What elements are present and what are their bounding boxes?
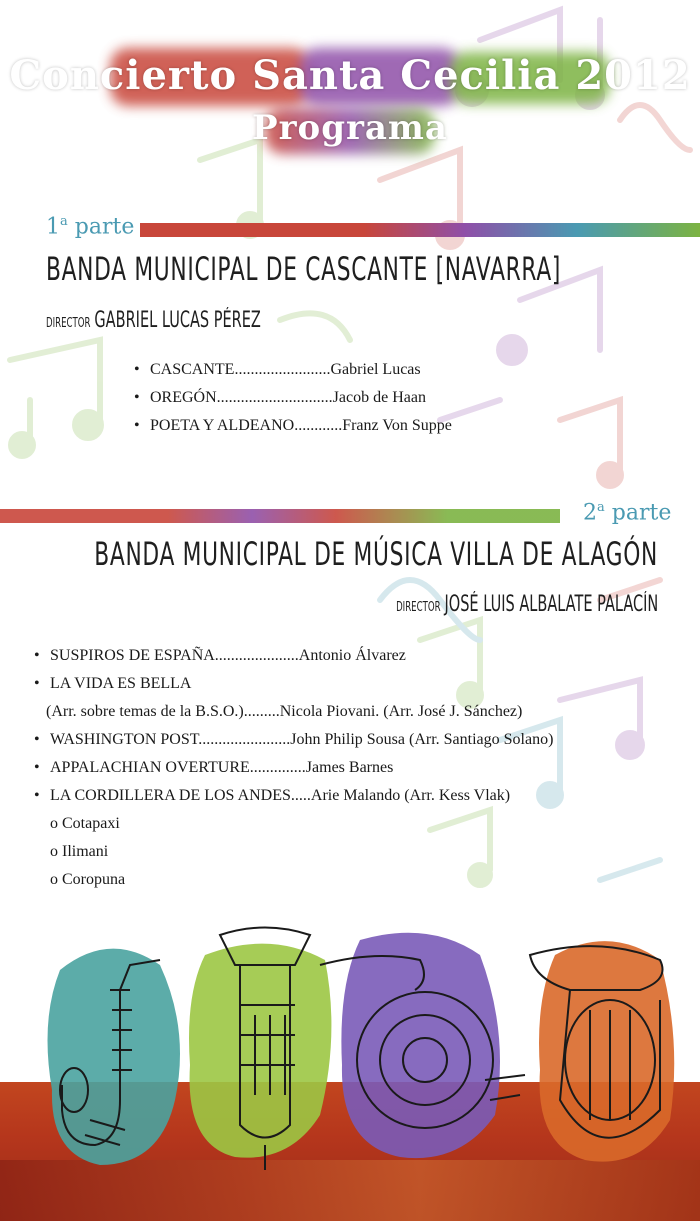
parte-1-word: parte [74,214,135,240]
director-2-name: JOSÉ LUIS ALBALATE PALACÍN [444,592,658,617]
list-item: • CASCANTE........................Gabriel Lucas [134,361,421,378]
list-item: • WASHINGTON POST.......................John Philip Sousa (Arr. Santiago Solano) [34,731,554,748]
list-item: • LA VIDA ES BELLA [34,675,192,692]
director-1 [46,308,261,333]
parte-2-label [583,500,671,525]
list-item: o Coropuna [50,871,126,888]
band-name-2: BANDA MUNICIPAL DE MÚSICA VILLA DE ALAGÓN [94,535,658,573]
tuba-icon [200,925,330,1175]
saxophone-icon [50,950,170,1170]
director-1-label: DIRECTOR [46,316,91,331]
band-name-1: BANDA MUNICIPAL DE CASCANTE [NAVARRA] [46,250,562,288]
parte-1-label [46,214,134,239]
section-stripe-2 [0,509,560,523]
director-1-name: GABRIEL LUCAS PÉREZ [94,308,261,333]
page-title: Concierto Santa Cecilia 2012 [9,52,691,99]
sousaphone-icon [520,940,690,1170]
list-item: • SUSPIROS DE ESPAÑA.....................Antonio Álvarez [34,647,406,664]
program-list-2 [34,642,553,894]
page-subtitle: Programa [252,108,448,148]
list-item: • OREGÓN.............................Jacob de Haan [134,389,426,406]
parte-1-superscript: a [60,214,68,229]
list-item: (Arr. sobre temas de la B.S.O.).........Nicola Piovani. (Arr. José J. Sánchez) [46,703,523,720]
list-item: • LA CORDILLERA DE LOS ANDES.....Arie Malando (Arr. Kess Vlak) [34,787,511,804]
parte-2-superscript: a [597,500,605,515]
program-list-1 [134,356,452,440]
french-horn-icon [315,950,530,1140]
parte-2-number: 2 [583,500,597,526]
list-item: • APPALACHIAN OVERTURE..............James Barnes [34,759,394,776]
section-stripe-1 [140,223,700,237]
parte-1-number: 1 [46,214,60,240]
list-item: • POETA Y ALDEANO............Franz Von Suppe [134,417,452,434]
director-2-label: DIRECTOR [395,600,441,615]
list-item: o Ilimani [50,843,109,860]
parte-2-word: parte [611,500,672,526]
list-item: o Cotapaxi [50,815,120,832]
director-2 [396,592,658,617]
